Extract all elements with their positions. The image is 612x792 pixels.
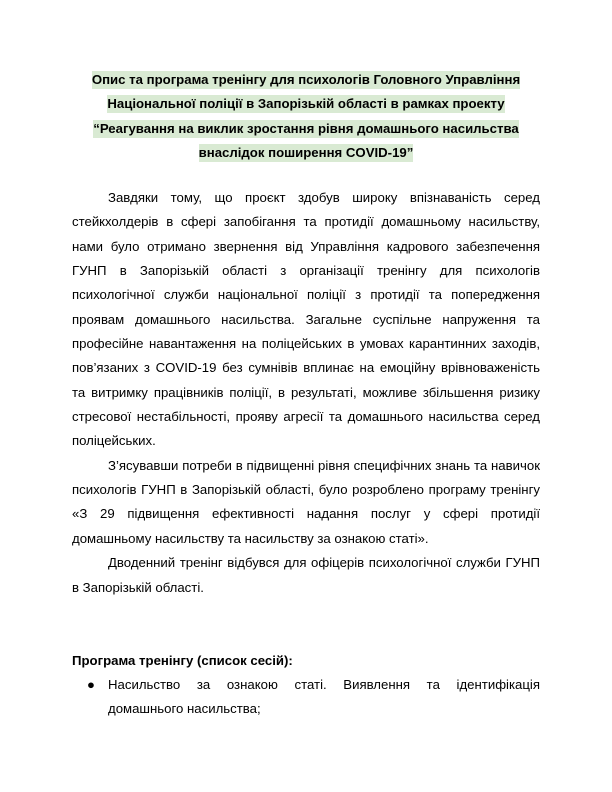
paragraph-training: Дводенний тренінг відбувся для офіцерів психологічної служби ГУНП в Запорізькій області.: [72, 555, 540, 595]
list-item: [72, 673, 540, 722]
title-line-1: Опис та програма тренінгу для психологів Головного Управління: [91, 72, 521, 87]
bullet-icon: ●: [87, 677, 95, 692]
paragraph-program: З’ясувавши потреби в підвищенні рівня специфічних знань та навичок психологів ГУНП в Запорізькій області, було розроблено програму тренінгу «З 29 підвищення ефективності надання послуг у сфері протидії домашньому насильству та насильству за ознакою статі».: [72, 457, 540, 546]
document-body: [72, 186, 540, 600]
title-line-2: Національної поліції в Запорізькій області в рамках проекту: [107, 96, 505, 112]
title-line-4: внаслідок поширення COVID-19”: [198, 145, 414, 161]
program-session-list: [72, 673, 540, 722]
document-title: [72, 68, 540, 166]
paragraph-intro: Завдяки тому, що проєкт здобув широку впізнаваність серед стейкхолдерів в сфері запобігання та протидії домашньому насильству, нами було отримано звернення від Управління кадрового забезпечення ГУНП в Запорізькій області з організації тренінгу для психологів психологічної служби національної поліції з протидії та попередження проявам домашнього насильства. Загальне суспільне напруження та професійне навантаження на поліцейських в умовах карантинних заходів, пов’язаних з COVID-19 без сумнівів вплинає на емоційну врівноваженість та витримку працівників поліції, в результаті, можливе збільшення ризику стресової нестабільності, прояву агресії та домашнього насильства серед поліцейських.: [72, 190, 540, 449]
program-heading: Програма тренінгу (список сесій):: [72, 653, 293, 668]
title-line-3: “Реагування на виклик зростання рівня домашнього насильства: [93, 120, 519, 136]
session-text: Насильство за ознакою статі. Виявлення та ідентифікація домашнього насильства;: [108, 677, 540, 717]
